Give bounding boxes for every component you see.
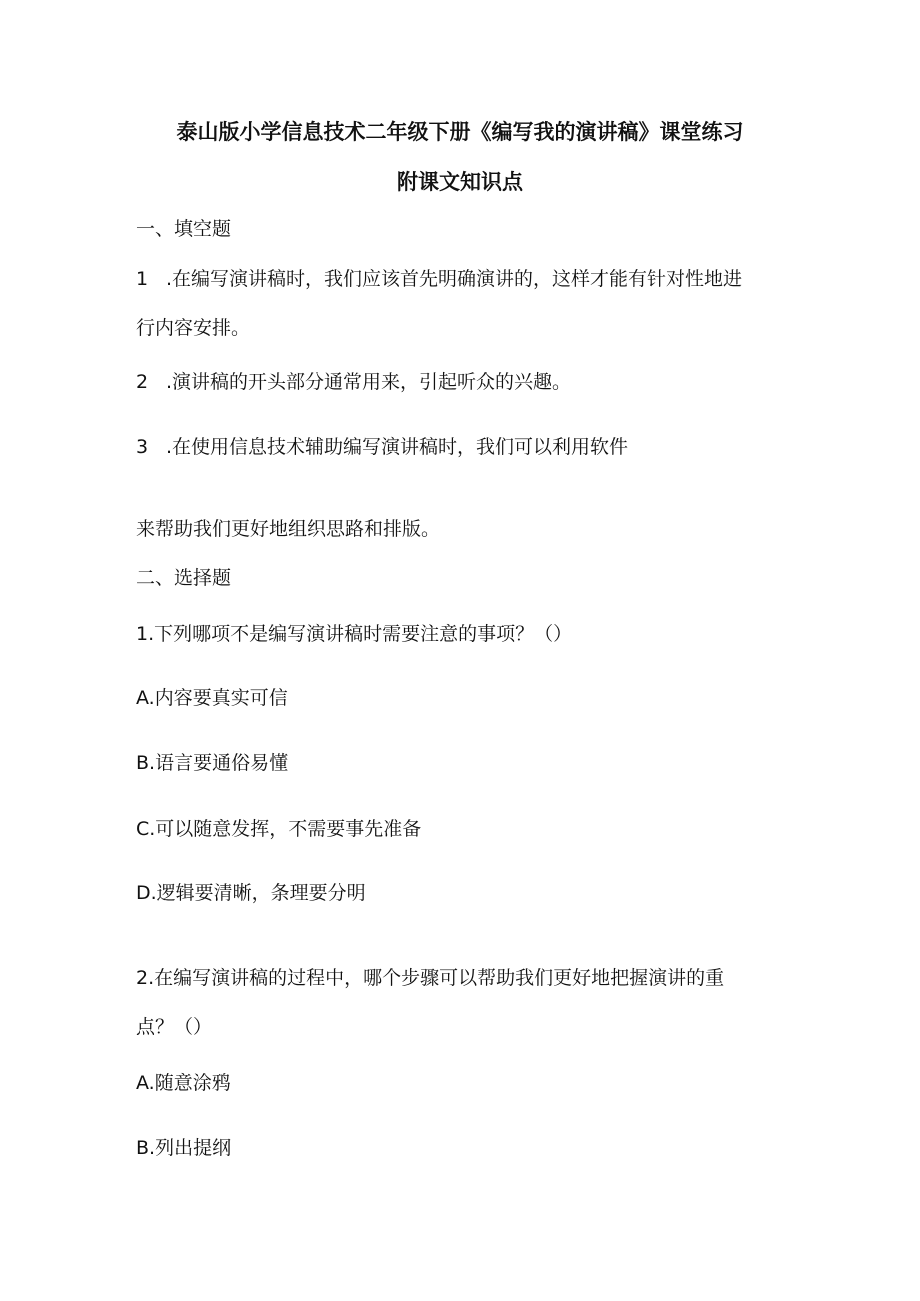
choice-1-option-a: A.内容要真实可信: [136, 687, 288, 709]
question-text: .在使用信息技术辅助编写演讲稿时，我们可以利用软件: [166, 436, 629, 458]
choice-question-2: 2.在编写演讲稿的过程中，哪个步骤可以帮助我们更好地把握演讲的重: [136, 967, 725, 989]
choice-1-option-c: C.可以随意发挥，不需要事先准备: [136, 818, 422, 840]
question-text: .在编写演讲稿时，我们应该首先明确演讲的，这样才能有针对性地进: [166, 268, 743, 290]
choice-1-option-d: D.逻辑要清晰，条理要分明: [136, 882, 366, 904]
question-number: 1: [136, 268, 149, 290]
question-text: .演讲稿的开头部分通常用来，引起听众的兴趣。: [166, 371, 572, 393]
fill-question-1-continued: 行内容安排。: [136, 317, 251, 339]
choice-1-option-b: B.语言要通俗易懂: [136, 752, 289, 774]
document-subtitle: 附课文知识点: [397, 170, 523, 194]
section-heading-choice: 二、选择题: [136, 567, 232, 589]
choice-question-2-continued: 点？（）: [136, 1016, 213, 1038]
question-number: 2: [136, 371, 149, 393]
fill-question-3: [136, 435, 770, 459]
choice-2-option-a: A.随意涂鸦: [136, 1072, 231, 1094]
question-number: 3: [136, 436, 149, 458]
document-title: 泰山版小学信息技术二年级下册《编写我的演讲稿》课堂练习: [176, 120, 744, 144]
section-heading-fill-in: 一、填空题: [136, 218, 232, 240]
choice-question-1: 1.下列哪项不是编写演讲稿时需要注意的事项？（）: [136, 623, 573, 645]
fill-question-3-continued: 来帮助我们更好地组织思路和排版。: [136, 518, 441, 540]
fill-question-1: [136, 267, 770, 291]
fill-question-2: [136, 370, 770, 394]
choice-2-option-b: B.列出提纲: [136, 1137, 232, 1159]
